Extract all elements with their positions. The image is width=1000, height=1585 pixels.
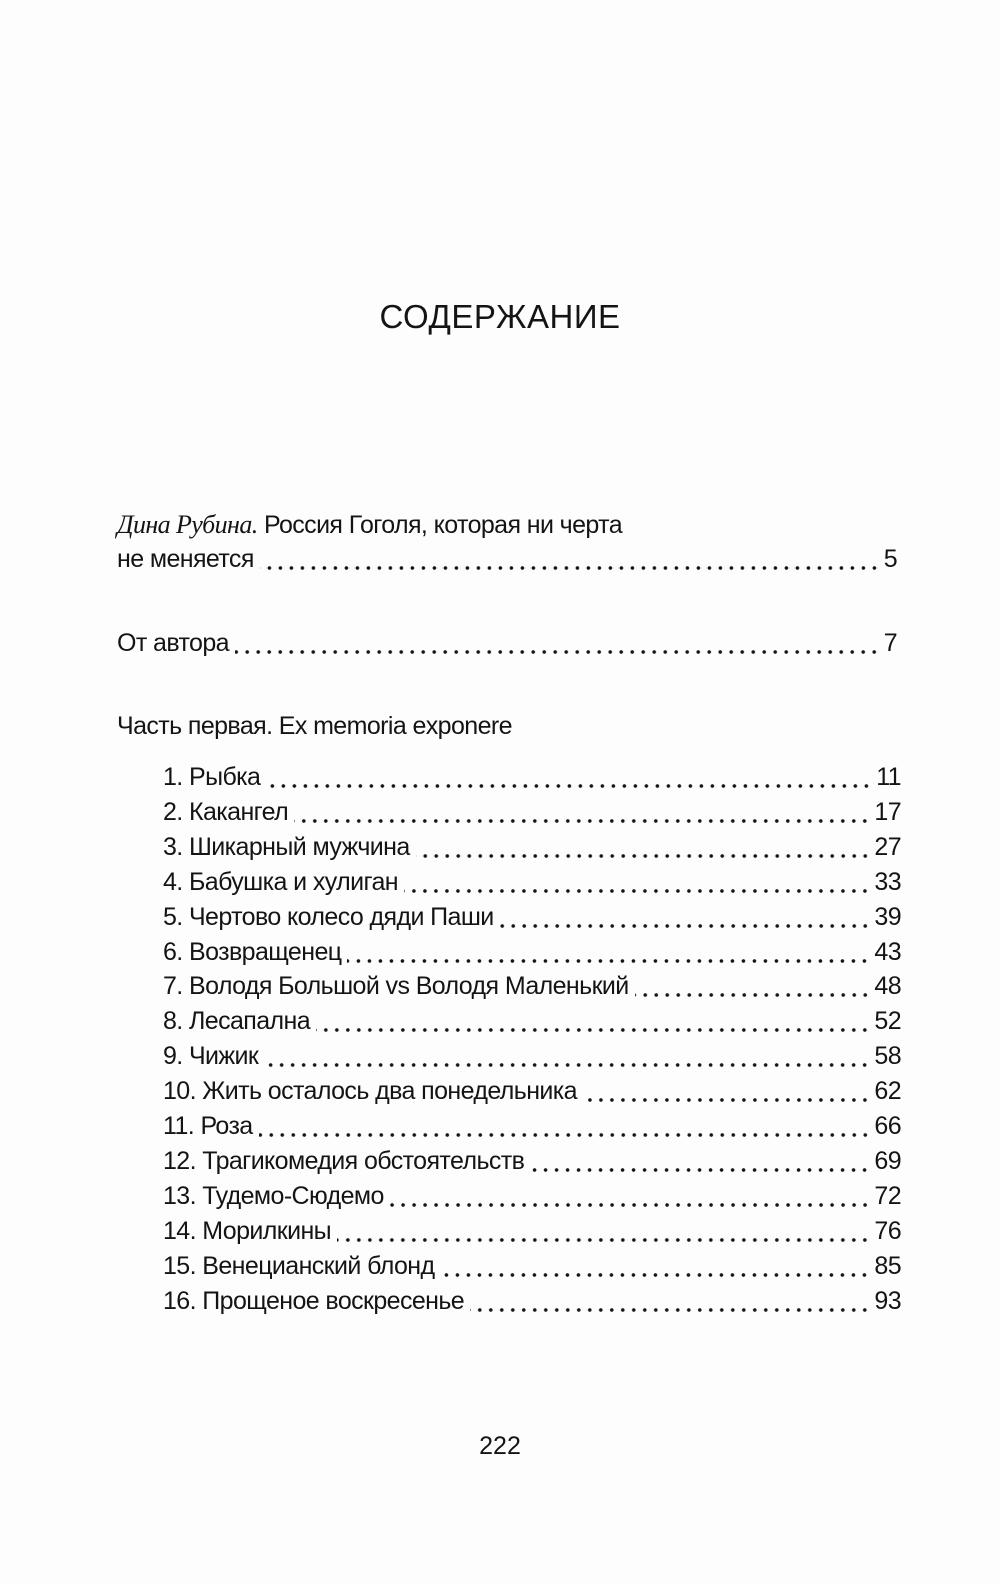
toc-chapter-entry	[163, 1287, 901, 1321]
toc-chapter-entry	[163, 1182, 901, 1216]
part-one-heading: Часть первая. Ex memoria exponere	[117, 712, 512, 740]
dot-leader	[266, 784, 872, 788]
toc-chapter-entry	[163, 938, 901, 972]
toc-chapter-entry	[163, 1077, 901, 1111]
toc-chapter-entry	[163, 1007, 901, 1041]
dot-leader	[347, 959, 870, 963]
dot-leader	[583, 1098, 870, 1102]
page-ref: 7	[883, 629, 897, 657]
chapter-title: 7. Володя Большой vs Володя Маленький	[163, 972, 629, 1001]
dot-leader	[337, 1238, 870, 1242]
page-ref: 76	[874, 1216, 901, 1245]
page-ref: 62	[874, 1077, 901, 1106]
toc-chapter-entry	[163, 868, 901, 902]
toc-chapter-entry	[163, 1147, 901, 1181]
page-ref: 48	[874, 972, 901, 1001]
entry-label: От автора	[117, 629, 229, 657]
page-ref: 85	[874, 1251, 901, 1280]
toc-chapter-entry	[163, 1217, 901, 1251]
toc-chapter-entry	[163, 763, 901, 797]
chapter-title: 10. Жить осталось два понедельника	[163, 1077, 577, 1106]
page-ref: 72	[874, 1181, 901, 1210]
preface-title-line2: не меняется	[117, 545, 254, 573]
dot-leader	[470, 1308, 870, 1312]
chapter-title: 13. Тудемо-Сюдемо	[163, 1181, 384, 1210]
toc-entry-preface-line1	[117, 510, 897, 544]
toc-chapter-entry	[163, 972, 901, 1006]
dot-leader	[390, 1203, 871, 1207]
dot-leader	[294, 819, 870, 823]
page-ref: 27	[874, 832, 901, 861]
toc-chapter-entry	[163, 1112, 901, 1146]
toc-chapter-entry	[163, 833, 901, 867]
page-ref: 66	[874, 1112, 901, 1140]
chapter-title: 1. Рыбка	[163, 763, 261, 791]
dot-leader	[259, 1133, 871, 1137]
chapter-title: 8. Лесапална	[163, 1007, 311, 1036]
chapter-title: 5. Чертово колесо дяди Паши	[163, 902, 494, 931]
page-ref: 43	[874, 937, 901, 966]
page-ref: 11	[876, 763, 901, 791]
chapter-title: 11. Роза	[163, 1112, 253, 1140]
page-ref: 17	[874, 797, 901, 826]
chapter-title: 3. Шикарный мужчина	[163, 832, 410, 861]
chapter-title: 14. Морилкины	[163, 1216, 332, 1245]
chapter-title: 2. Какангел	[163, 797, 289, 826]
page-ref: 33	[874, 867, 901, 896]
page-ref: 93	[874, 1286, 901, 1315]
page-ref: 39	[874, 902, 901, 931]
toc-entry-from-author	[117, 629, 897, 663]
dot-leader	[440, 1273, 870, 1277]
page-ref: 58	[874, 1042, 901, 1071]
dot-leader	[530, 1168, 870, 1172]
page-ref: 5	[883, 545, 897, 573]
dot-leader	[260, 566, 880, 570]
page-ref: 69	[874, 1146, 901, 1175]
preface-author: Дина Рубина.	[117, 510, 258, 539]
page-ref: 52	[874, 1007, 901, 1036]
dot-leader	[235, 650, 880, 654]
part-heading	[117, 712, 897, 746]
dot-leader	[404, 889, 870, 893]
toc-chapter-entry	[163, 1252, 901, 1286]
chapter-title: 4. Бабушка и хулиган	[163, 867, 398, 896]
page-title: СОДЕРЖАНИЕ	[379, 298, 621, 335]
chapter-title: 9. Чижик	[163, 1042, 259, 1071]
chapter-title: 15. Венецианский блонд	[163, 1251, 435, 1280]
dot-leader	[264, 1063, 870, 1067]
chapter-title: 6. Возвращенец	[163, 937, 342, 966]
toc-chapter-entry	[163, 1042, 901, 1076]
dot-leader	[316, 1028, 870, 1032]
dot-leader	[635, 993, 871, 997]
chapter-title: 16. Прощеное воскресенье	[163, 1286, 465, 1315]
dot-leader	[416, 854, 871, 858]
toc-entry-preface	[117, 545, 897, 579]
page-number: 222	[479, 1432, 521, 1460]
toc-chapter-entry	[163, 903, 901, 937]
chapter-title: 12. Трагикомедия обстоятельств	[163, 1146, 525, 1175]
preface-title-line1: Россия Гоголя, которая ни черта	[257, 511, 623, 539]
dot-leader	[500, 924, 871, 928]
toc-chapter-entry	[163, 798, 901, 832]
